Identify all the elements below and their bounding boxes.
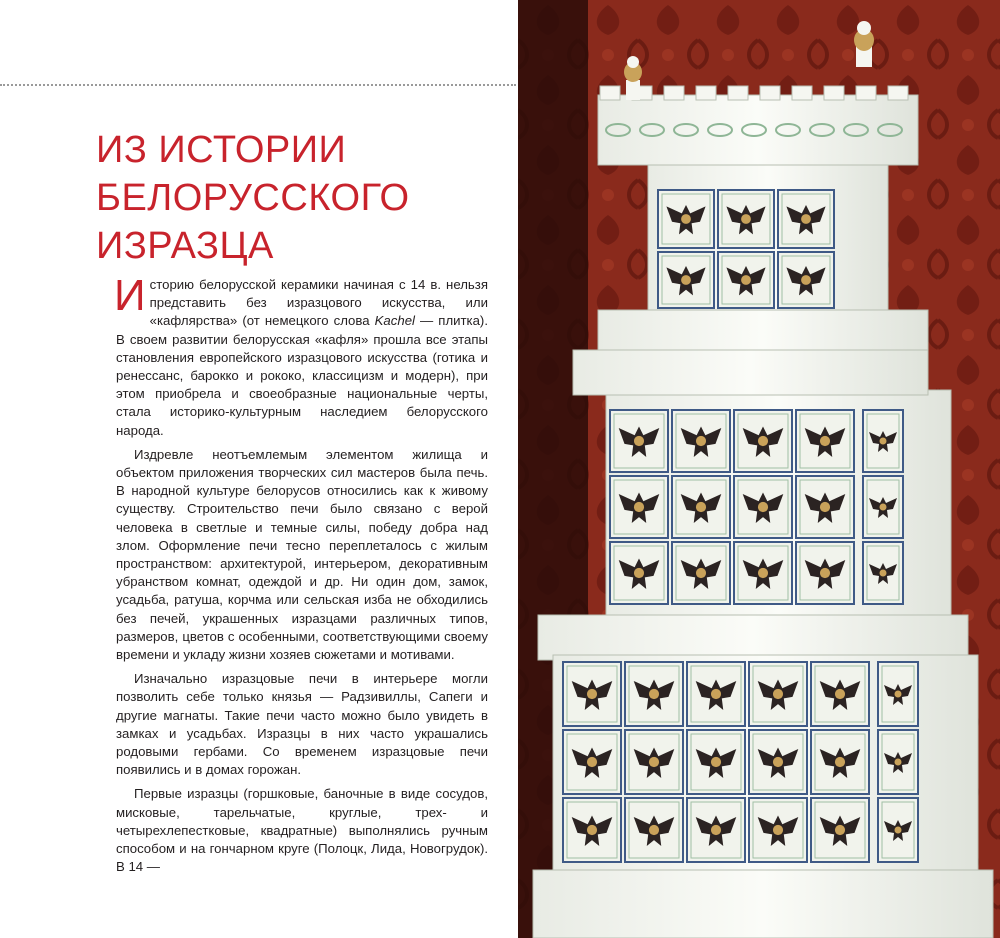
eagle-tile bbox=[718, 190, 774, 248]
eagle-tile bbox=[625, 798, 683, 862]
eagle-tile bbox=[610, 410, 668, 472]
eagle-tile bbox=[878, 798, 918, 862]
eagle-tile bbox=[687, 798, 745, 862]
crown-merlon bbox=[856, 86, 876, 100]
eagle-tile bbox=[625, 662, 683, 726]
crown-merlon bbox=[664, 86, 684, 100]
paragraph-4: Первые изразцы (горшковые, баночные в виде сосудов, мисковые, тарельчатые, круглые, трех- и четырехлепестковые, квадратные) выполнялись ручным способом и на гончарном круге (Полоцк, Лида, Новогрудок). В 14 — bbox=[116, 786, 488, 875]
eagle-tile bbox=[749, 662, 807, 726]
eagle-tile bbox=[672, 542, 730, 604]
eagle-tile bbox=[796, 542, 854, 604]
article-body bbox=[114, 271, 488, 883]
eagle-tile bbox=[796, 410, 854, 472]
crown-merlon bbox=[696, 86, 716, 100]
crown-merlon bbox=[760, 86, 780, 100]
eagle-tile bbox=[658, 190, 714, 248]
paragraph-1 bbox=[114, 271, 488, 440]
crown-merlon bbox=[792, 86, 812, 100]
eagle-tile bbox=[625, 730, 683, 794]
eagle-tile bbox=[718, 252, 774, 308]
paragraph-1-italic: Kachel bbox=[374, 313, 415, 329]
eagle-tile bbox=[672, 476, 730, 538]
eagle-tile bbox=[734, 410, 792, 472]
eagle-tile bbox=[796, 476, 854, 538]
eagle-tile bbox=[811, 730, 869, 794]
article-title bbox=[96, 126, 410, 270]
title-line-3: ИЗРАЗЦА bbox=[96, 225, 274, 267]
eagle-tile bbox=[563, 730, 621, 794]
stove-photo bbox=[518, 0, 1000, 938]
paragraph-2: Издревле неотъемлемым элементом жилища и объектом приложения творческих сил мастеров была печь. В народной культуре белорусов относились как к живому существу. Строительство печи было связано с верой человека в светлые и темные силы, победу добра над злом. Оформление печи тесно переплеталось с жилым пространством: архитектурой, интерьером, декоративным убранством комнат, одеждой и др. Ни один дом, замок, усадьба, ратуша, корчма или сельская изба не обходились без печей, украшенных изразцами различных типов, размеров, цветов с особенными, соответствующими своему времени и укладу жизни хозяев сюжетами и мотивами. bbox=[116, 446, 488, 663]
eagle-tile bbox=[749, 730, 807, 794]
eagle-tile bbox=[734, 542, 792, 604]
eagle-tile bbox=[687, 730, 745, 794]
crown-merlon bbox=[824, 86, 844, 100]
paragraph-1-rest: — плитка). В своем развитии белорусская «кафля» прошла все этапы становления европейского изразцового искусства (готика и ренессанс, барокко и рококо, классицизм и модерн), при этом приобрела и своеобразные национальные черты, стала историко-культурным наследием белорусского народа. bbox=[116, 313, 488, 438]
eagle-tile bbox=[610, 476, 668, 538]
eagle-tile bbox=[863, 542, 903, 604]
stove-cornice-1 bbox=[598, 310, 928, 350]
eagle-tile bbox=[658, 252, 714, 308]
title-line-1: ИЗ ИСТОРИИ bbox=[96, 129, 347, 171]
stove-cornice-3 bbox=[538, 615, 968, 660]
crown-merlon bbox=[600, 86, 620, 100]
eagle-tile bbox=[778, 252, 834, 308]
stove-cornice-2 bbox=[573, 350, 928, 395]
eagle-tile bbox=[672, 410, 730, 472]
eagle-tile bbox=[878, 730, 918, 794]
eagle-tile bbox=[778, 190, 834, 248]
eagle-tile bbox=[878, 662, 918, 726]
eagle-tile bbox=[734, 476, 792, 538]
eagle-tile bbox=[811, 662, 869, 726]
stove-illustration bbox=[518, 0, 1000, 938]
eagle-tile bbox=[563, 662, 621, 726]
crown-merlon bbox=[728, 86, 748, 100]
stove-crown bbox=[598, 95, 918, 165]
eagle-tile bbox=[863, 476, 903, 538]
crown-merlon bbox=[888, 86, 908, 100]
paragraph-1-text: сторию белорусской керамики начиная с 14 в. нельзя представить без изразцового искусства, или «кафлярства» (от немецкого слова bbox=[149, 277, 488, 329]
dotted-rule bbox=[0, 84, 516, 86]
eagle-tile bbox=[749, 798, 807, 862]
paragraph-3: Изначально изразцовые печи в интерьере могли позволить себе только князья — Радзивиллы, Сапеги и другие магнаты. Такие печи часто можно было увидеть в замках и усадьбах. Изразцы в них часто украшались родовыми гербами. Со временем изразцовые печи появились и в домах горожан. bbox=[116, 671, 488, 778]
eagle-tile bbox=[687, 662, 745, 726]
title-line-2: БЕЛОРУССКОГО bbox=[96, 177, 410, 219]
eagle-tile bbox=[811, 798, 869, 862]
eagle-tile bbox=[863, 410, 903, 472]
eagle-tile bbox=[610, 542, 668, 604]
eagle-tile bbox=[563, 798, 621, 862]
dropcap: И bbox=[114, 271, 146, 320]
stove-base bbox=[533, 870, 993, 938]
